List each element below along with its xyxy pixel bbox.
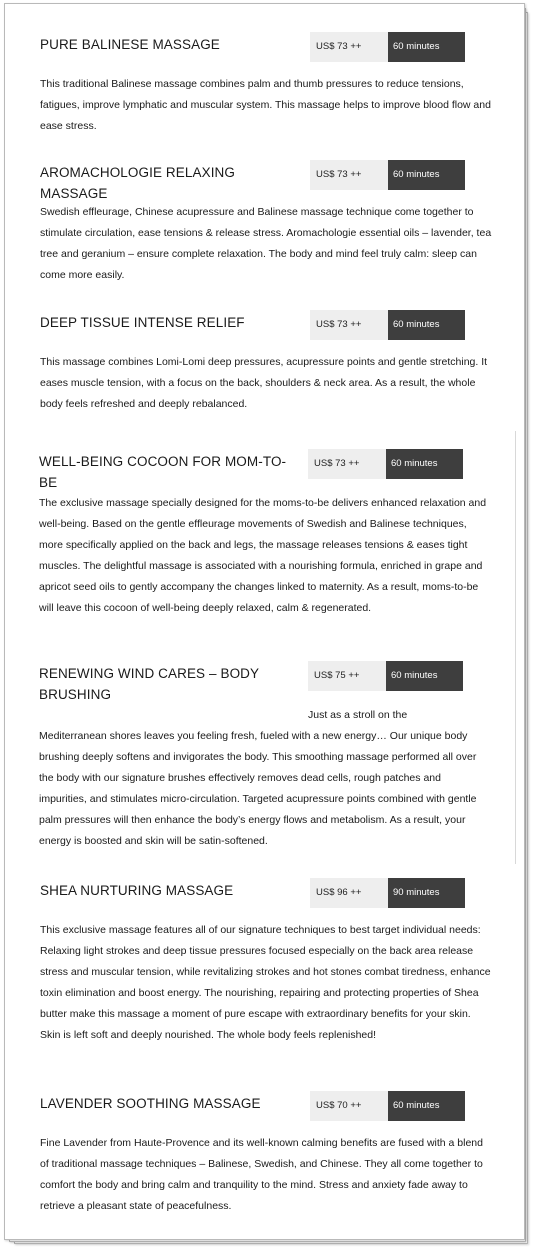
price-badge: US$ 73 ++ — [310, 310, 388, 340]
treatment-title: PURE BALINESE MASSAGE — [40, 37, 220, 52]
duration-badge: 90 minutes — [388, 878, 465, 908]
duration-badge: 60 minutes — [388, 32, 465, 62]
duration-badge: 60 minutes — [386, 449, 463, 479]
price-badge: US$ 70 ++ — [310, 1091, 388, 1121]
treatment-description: The exclusive massage specially designed for the moms-to-be delivers enhanced relaxation and well-being. Based on the gentle effleurage movements of Swedish and Balinese techniques, more specifically applied on the back and legs, the massage releases tensions & eases tight muscles. The delightful massage is associated with a nourishing formula, enriched in grape and apricot seed oils to gently accompany the changes linked to maternity. As a result, moms-to-be will leave this cocoon of well-being deeply relaxed, calm & regenerated. — [39, 497, 487, 614]
treatment-title: SHEA NURTURING MASSAGE — [40, 883, 234, 898]
treatment-description: Fine Lavender from Haute-Provence and its well-known calming benefits are fused with a blend of traditional massage techniques – Balinese, Swedish, and Chinese. They all come together to comfort the body and bring calm and tranquility to the mind. Stress and anxiety fade away to retrieve a pleasant state of peacefulness. — [40, 1137, 483, 1212]
treatment-description: This exclusive massage features all of our signature techniques to best target individual needs: Relaxing light strokes and deep tissue pressures focused especially on the back area release stress and muscular tension, while revitalizing strokes and hot stones combat tiredness, enhance toxin elimination and boost energy. The nourishing, repairing and protecting properties of Shea butter make this massage a moment of pure escape with extraordinary benefits for your skin. Skin is left soft and deeply nourished. The whole body feels replenished! — [40, 924, 491, 1041]
duration-badge: 60 minutes — [388, 310, 465, 340]
duration-badge: 60 minutes — [388, 160, 465, 190]
price-badge: US$ 96 ++ — [310, 878, 388, 908]
price-badge: US$ 75 ++ — [308, 661, 386, 691]
treatment-description: Swedish effleurage, Chinese acupressure and Balinese massage technique come together to stimulate circulation, ease tensions & release stress. Aromachologie essential oils – lavender, tea tree and geranium – ensure complete relaxation. The body and mind feel truly calm: sleep can come more easily. — [40, 206, 492, 281]
duration-badge: 60 minutes — [386, 661, 463, 691]
treatment-title: RENEWING WIND CARES – BODY BRUSHING — [39, 666, 259, 702]
treatment-description-lead: Just as a stroll on the — [308, 709, 408, 721]
treatment-title: WELL-BEING COCOON FOR MOM-TO-BE — [39, 454, 287, 490]
divider — [515, 431, 516, 864]
spa-menu-page — [4, 3, 525, 1240]
treatment-description: This massage combines Lomi-Lomi deep pressures, acupressure points and gentle stretching. It eases muscle tension, with a focus on the back, shoulders & neck area. As a result, the whole body feels refreshed and deeply rebalanced. — [40, 356, 488, 410]
treatment-title: DEEP TISSUE INTENSE RELIEF — [40, 315, 245, 330]
duration-badge: 60 minutes — [388, 1091, 465, 1121]
price-badge: US$ 73 ++ — [310, 32, 388, 62]
price-badge: US$ 73 ++ — [310, 160, 388, 190]
price-badge: US$ 73 ++ — [308, 449, 386, 479]
treatment-description: This traditional Balinese massage combines palm and thumb pressures to reduce tensions, fatigues, improve lymphatic and muscular system. This massage helps to improve blood flow and ease stress. — [40, 78, 491, 132]
treatment-description: Mediterranean shores leaves you feeling fresh, fueled with a new energy… Our unique body brushing deeply softens and invigorates the body. This smoothing massage performed all over the body with our signature brushes effectively removes dead cells, rough patches and impurities, and stimulates micro-circulation. Targeted acupressure points combined with gentle palm pressures will then enhance the body’s energy flows and metabolism. As a result, your energy is boosted and skin will be satin-softened. — [39, 730, 477, 847]
treatment-title: LAVENDER SOOTHING MASSAGE — [40, 1096, 261, 1111]
treatment-title: AROMACHOLOGIE RELAXING MASSAGE — [40, 165, 235, 201]
